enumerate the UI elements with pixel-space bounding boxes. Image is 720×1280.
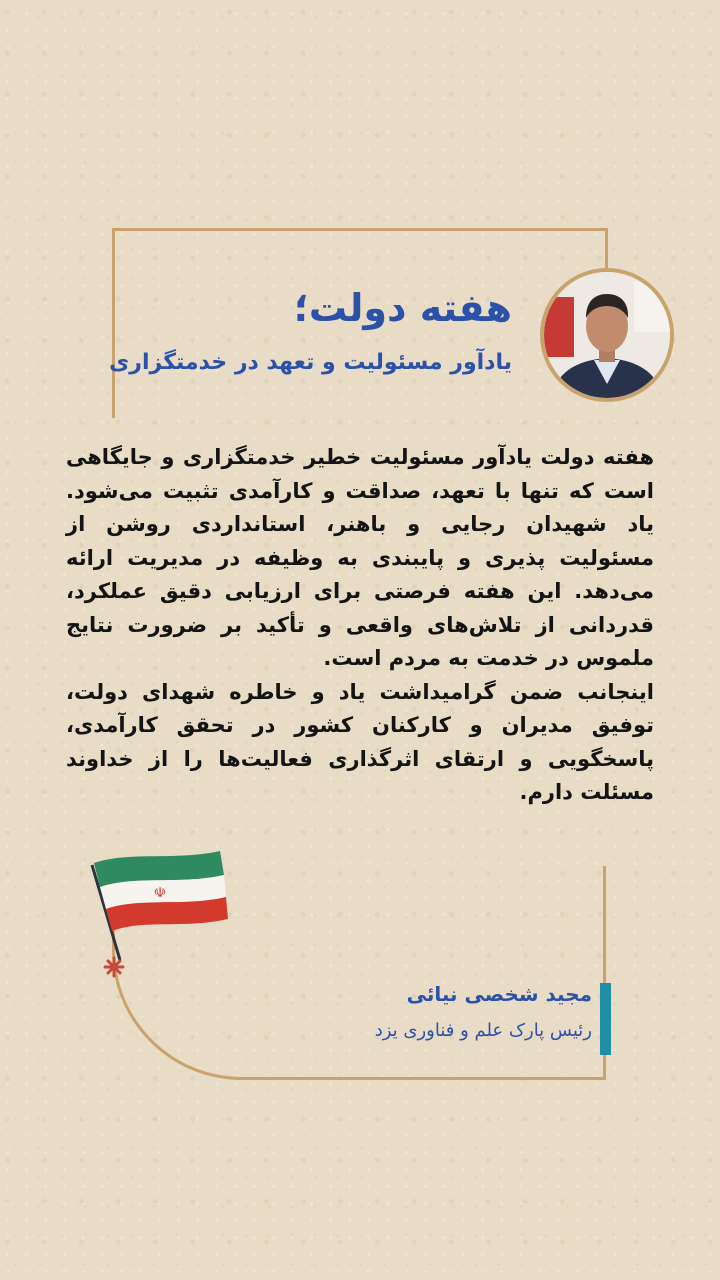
signature-accent-bar [600,983,611,1055]
portrait-photo [540,268,674,402]
signer-title: رئیس پارک علم و فناوری یزد [374,1020,592,1041]
frame-right-top-line [605,228,608,268]
signer-name: مجید شخصی نیائی [406,982,592,1006]
portrait-illustration [544,272,670,398]
message-body [66,441,654,810]
page-subtitle: یادآور مسئولیت و تعهد در خدمتگزاری [109,350,512,375]
message-paragraph-1: هفته دولت یادآور مسئولیت خطیر خدمتگزاری و جایگاهی است که تنها با تعهد، صداقت و کارآمدی تثبیت می‌شود. یاد شهیدان رجایی و باهنر، استانداردی روشن از مسئولیت پذیری و پایبندی به وظیفه در مدیریت ارائه می‌دهد. این هفته فرصتی برای ارزیابی دقیق عملکرد، قدردانی از تلاش‌های واقعی و تأکید بر ضرورت نتایج ملموس در خدمت به مردم است. [66,445,654,670]
frame-top-line [112,228,608,231]
message-paragraph-2: اینجانب ضمن گرامیداشت یاد و خاطره شهدای دولت، توفیق مدیران و کارکنان کشور در تحقق کارآمدی، پاسخگویی و ارتقای اثرگذاری فعالیت‌ها را از خداوند مسئلت دارم. [66,679,654,804]
svg-text:☫: ☫ [153,885,167,901]
iran-flag-icon [80,845,240,985]
frame-left-line [112,228,115,418]
page-title: هفته دولت؛ [293,286,512,330]
